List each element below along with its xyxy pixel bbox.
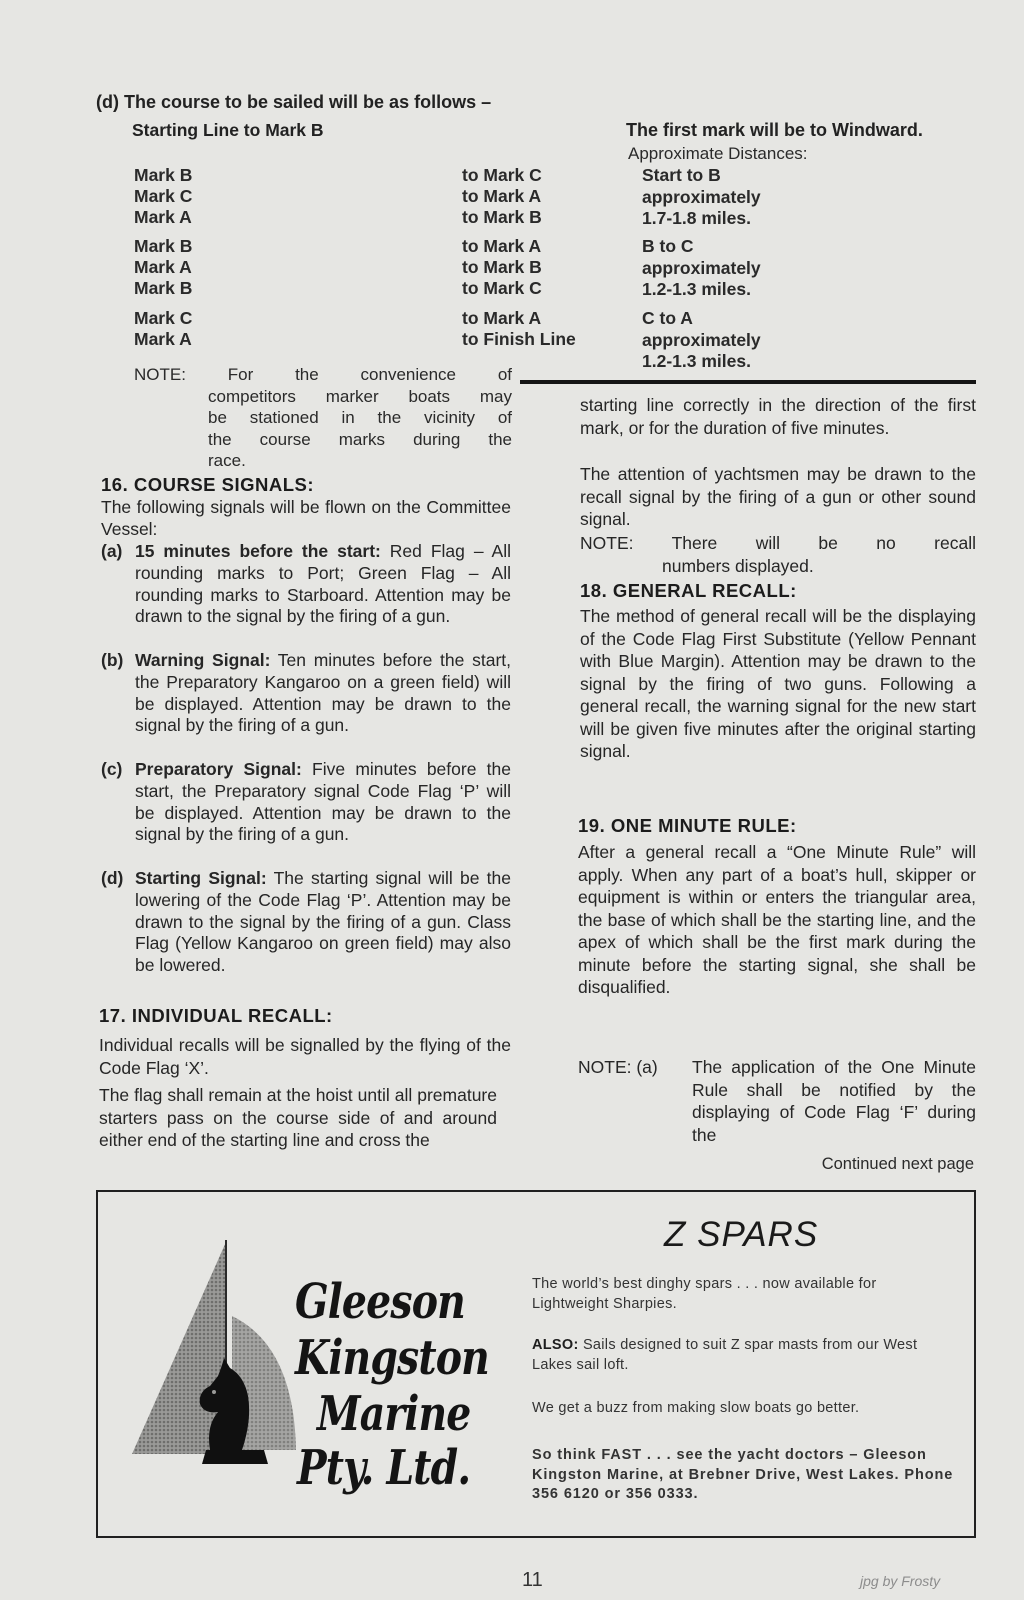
recall-note-rest: numbers displayed. <box>662 555 814 576</box>
ad-paragraph-1: The world’s best dinghy spars . . . now available for Lightweight Sharpies. <box>532 1276 877 1312</box>
leg-approx: approximately <box>642 257 761 278</box>
course-note <box>134 364 512 472</box>
item-text: Five minutes before the start, the Preparatory signal Code Flag ‘P’ will be displayed. Attention may be drawn to the signal by the firing of a gun. <box>135 759 511 845</box>
course-to: to Mark C <box>462 278 542 298</box>
course-from: Mark A <box>134 257 192 277</box>
item-title: Starting Signal: <box>135 868 267 888</box>
logo-marine: Marine <box>317 1386 471 1442</box>
course-note-line: competitors marker boats may <box>208 386 512 406</box>
item-label: (b) <box>101 650 124 670</box>
continued-next-page: Continued next page <box>821 1155 974 1173</box>
signal-item-c <box>101 759 511 846</box>
page-number: 11 <box>522 1569 543 1591</box>
course-from: Mark A <box>134 329 192 349</box>
photo-credit: jpg by Frosty <box>860 1573 941 1589</box>
section-17-p2: The flag shall remain at the hoist until all premature starters pass on the course side of and around either end of the starting line and cross the <box>99 1085 497 1150</box>
course-start-label: Starting Line to Mark B <box>132 120 324 140</box>
ad-title: Z SPARS <box>664 1215 819 1254</box>
one-minute-note-lead: NOTE: (a) <box>578 1057 658 1077</box>
course-from: Mark B <box>134 236 193 256</box>
recall-note <box>580 532 976 577</box>
logo-kingston: Kingston <box>295 1330 489 1386</box>
leg-approx: approximately <box>642 186 761 207</box>
windward-note: The first mark will be to Windward. <box>626 120 923 140</box>
item-title: Warning Signal: <box>135 650 271 670</box>
course-to: to Mark B <box>462 207 542 227</box>
signal-item-a <box>101 541 511 628</box>
course-note-lead: NOTE: For the convenience of <box>134 365 512 384</box>
item-label: (a) <box>101 541 123 561</box>
recall-note-lead: NOTE: There will be no recall <box>580 533 976 553</box>
ad-paragraph-2 <box>532 1336 956 1375</box>
ad-also-label: ALSO: <box>532 1337 579 1353</box>
signal-item-d <box>101 868 512 977</box>
section-16-intro: The following signals will be flown on the Committee Vessel: <box>101 497 511 539</box>
one-minute-note <box>578 1056 976 1146</box>
logo-gleeson: Gleeson <box>295 1274 465 1330</box>
one-minute-note-text: The application of the One Minute Rule shall be notified by the displaying of Code Flag ‘F’ during the <box>692 1057 976 1145</box>
course-note-line: be stationed in the vicinity of <box>208 408 512 427</box>
distance-leg-2 <box>642 236 761 301</box>
course-to: to Mark A <box>462 186 542 206</box>
course-to: to Mark A <box>462 236 542 256</box>
section-19-heading: 19. ONE MINUTE RULE: <box>578 815 797 836</box>
course-from: Mark A <box>134 207 192 227</box>
item-label: (d) <box>101 868 124 888</box>
item-text: Red Flag – All rounding marks to Port; Green Flag – All rounding marks to Starboard. Attention may be drawn to the signal by the firing of a gun. <box>135 541 511 627</box>
course-to: to Finish Line <box>462 329 576 349</box>
item-title: Preparatory Signal: <box>135 759 302 779</box>
signal-item-b <box>101 650 511 737</box>
leg-approx: approximately <box>642 329 761 350</box>
course-note-line: the course marks during the <box>208 429 512 449</box>
course-from: Mark B <box>134 165 193 185</box>
leg-miles: 1.7-1.8 miles. <box>642 208 751 228</box>
item-text: The starting signal will be the lowering of the Code Flag ‘P’. Attention may be drawn to the signal by the firing of a gun. Class Flag (Yellow Kangaroo on green field) may also be lowered. <box>135 868 512 976</box>
section-17-continued: starting line correctly in the direction of the first mark, or for the duration of five minutes. <box>580 395 976 438</box>
course-from: Mark B <box>134 278 193 298</box>
leg-name: B to C <box>642 236 694 256</box>
section-18-heading: 18. GENERAL RECALL: <box>580 580 797 601</box>
ad-paragraph-3: We get a buzz from making slow boats go better. <box>532 1400 860 1416</box>
section-19-text: After a general recall a “One Minute Rule” will apply. When any part of a boat’s hull, skipper or equipment is within or enters the triangular area, the base of which shall be the starting line, and the apex of which shall be the first mark during the minute before the starting signal, she shall be disqualified. <box>578 842 976 997</box>
course-from: Mark C <box>134 186 193 206</box>
item-label: (c) <box>101 759 123 779</box>
distance-leg-1 <box>642 165 761 230</box>
ad-also-text: Sails designed to suit Z spar masts from our West Lakes sail loft. <box>532 1337 918 1373</box>
leg-name: Start to B <box>642 165 721 185</box>
leg-miles: 1.2-1.3 miles. <box>642 279 751 299</box>
course-to: to Mark A <box>462 308 542 328</box>
item-title: 15 minutes before the start: <box>135 541 381 561</box>
section-divider <box>520 380 976 384</box>
distance-leg-3 <box>642 308 761 373</box>
section-17-p1: Individual recalls will be signalled by the flying of the Code Flag ‘X’. <box>99 1035 511 1078</box>
distances-heading: Approximate Distances: <box>628 144 808 163</box>
course-intro: (d) The course to be sailed will be as follows – <box>96 92 492 112</box>
leg-miles: 1.2-1.3 miles. <box>642 351 751 371</box>
section-17-sound-signal: The attention of yachtsmen may be drawn to the recall signal by the firing of a gun or other sound signal. <box>580 464 976 529</box>
item-text: Ten minutes before the start, the Preparatory Kangaroo on a green field) will be displayed. Attention may be drawn to the signal by the firing of a gun. <box>135 650 511 736</box>
section-18-text: The method of general recall will be the displaying of the Code Flag First Substitute (Yellow Pennant with Blue Margin). Attention may be drawn to the signal by the firing of two guns. Following a general recall, the warning signal for the new start will be given five minutes after the original starting signal. <box>580 606 976 761</box>
logo-pty-ltd: Pty. Ltd. <box>297 1440 471 1496</box>
course-from: Mark C <box>134 308 193 328</box>
ad-contact: So think FAST . . . see the yacht doctors – Gleeson Kingston Marine, at Brebner Drive, West Lakes. Phone 356 6120 or 356 0333. <box>532 1447 954 1502</box>
course-to: to Mark C <box>462 165 542 185</box>
section-16-heading: 16. COURSE SIGNALS: <box>101 474 315 495</box>
section-17-heading: 17. INDIVIDUAL RECALL: <box>99 1005 333 1026</box>
leg-name: C to A <box>642 308 693 328</box>
course-note-line: race. <box>208 451 246 470</box>
course-to: to Mark B <box>462 257 542 277</box>
